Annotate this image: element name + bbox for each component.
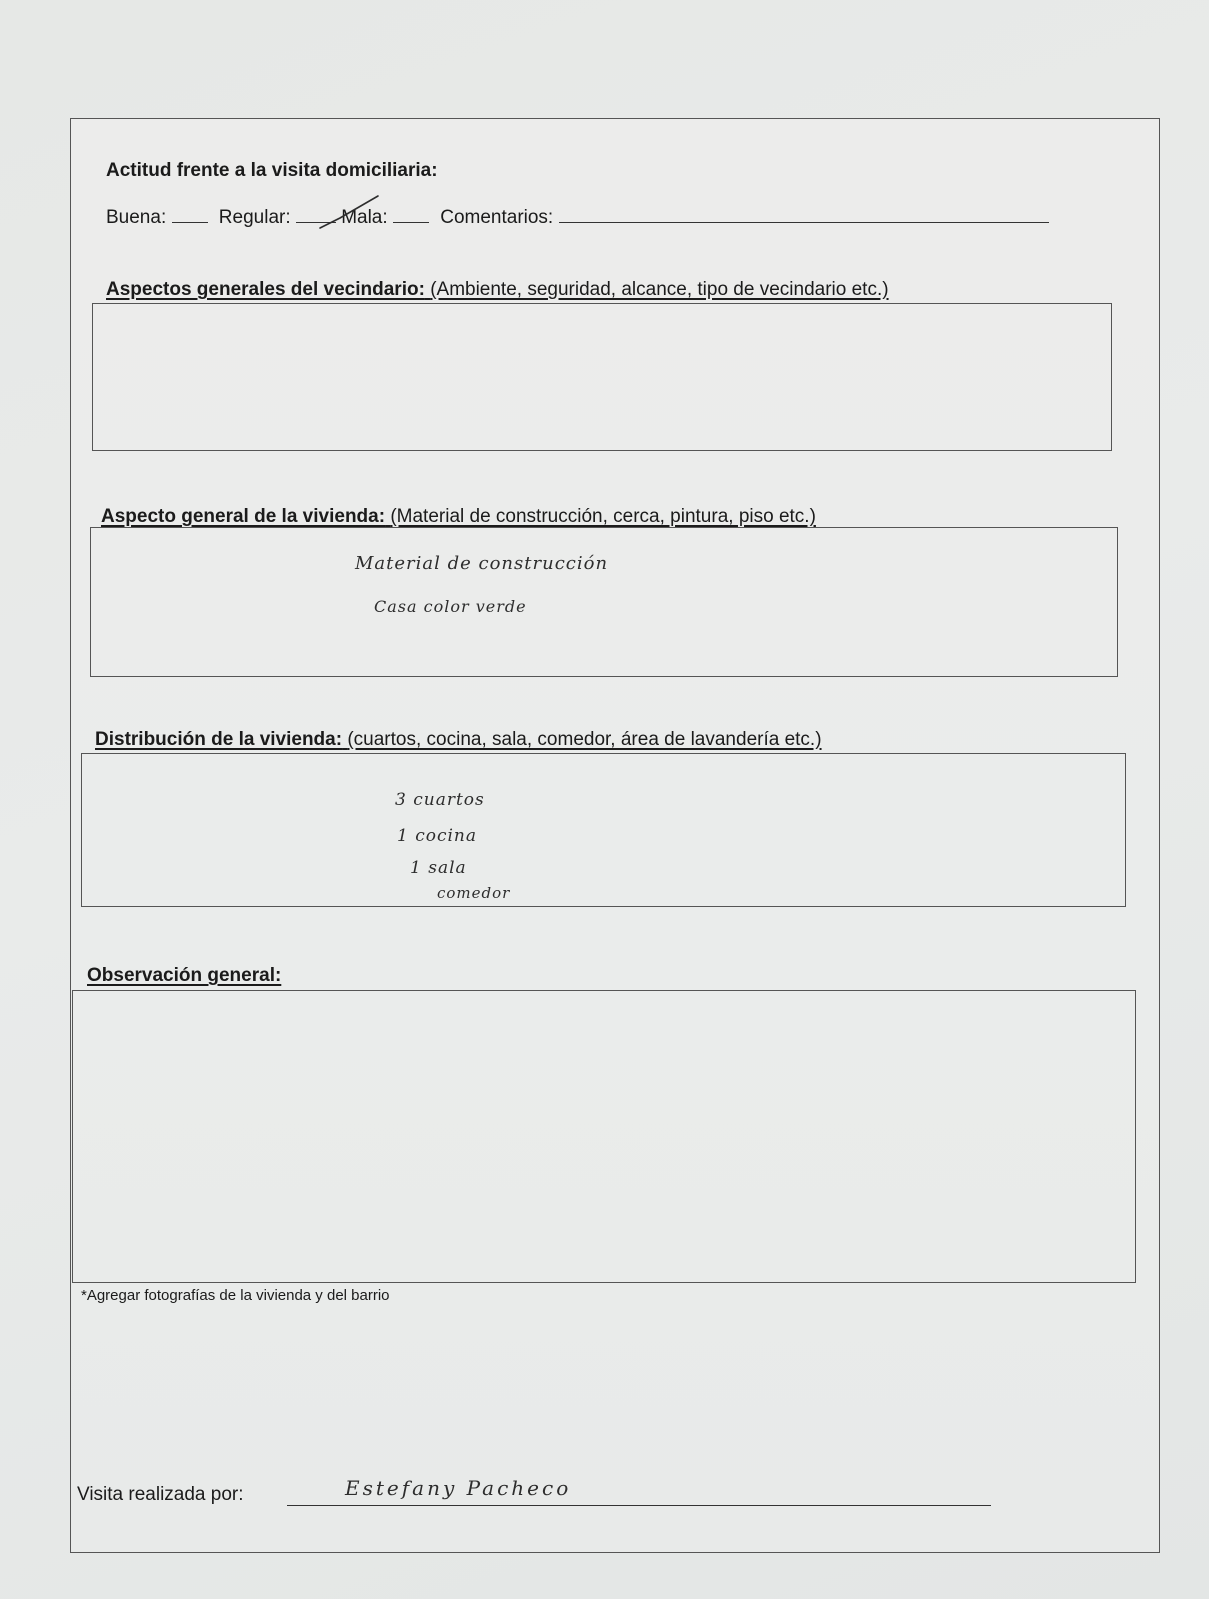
- visit-label: Visita realizada por:: [77, 1484, 244, 1505]
- distribution-handwriting-line-2: 1 cocina: [397, 826, 478, 846]
- buena-blank[interactable]: [172, 221, 208, 223]
- distribution-heading: [95, 729, 822, 751]
- regular-checkmark: [318, 192, 388, 232]
- neighborhood-title: Aspectos generales del vecindario:: [106, 279, 425, 300]
- comentarios-blank[interactable]: [559, 221, 1049, 223]
- neighborhood-box[interactable]: [92, 303, 1112, 451]
- housing-title: Aspecto general de la vivienda:: [101, 506, 386, 527]
- attitude-options-row: [106, 207, 1049, 229]
- housing-handwriting-line-1: Material de construcción: [355, 553, 609, 574]
- regular-label: Regular:: [218, 207, 291, 228]
- housing-handwriting-line-2: Casa color verde: [374, 597, 527, 616]
- distribution-title: Distribución de la vivienda:: [95, 729, 343, 750]
- visit-signature: Estefany Pacheco: [345, 1476, 572, 1500]
- neighborhood-heading: [106, 279, 889, 301]
- attitude-title: Actitud frente a la visita domiciliaria:: [106, 160, 438, 181]
- comentarios-label: Comentarios:: [440, 207, 554, 228]
- photo-footnote: *Agregar fotografías de la vivienda y del barrio: [81, 1287, 390, 1304]
- observation-box[interactable]: [72, 990, 1136, 1283]
- distribution-handwriting-line-1: 3 cuartos: [395, 790, 485, 810]
- distribution-hint: (cuartos, cocina, sala, comedor, área de lavandería etc.): [347, 729, 822, 750]
- distribution-box[interactable]: [81, 753, 1126, 907]
- distribution-handwriting-line-3: 1 sala: [410, 858, 467, 878]
- observation-title: Observación general:: [87, 965, 282, 986]
- housing-box[interactable]: [90, 527, 1118, 677]
- distribution-handwriting-line-4: comedor: [437, 884, 511, 902]
- housing-heading: [101, 506, 816, 528]
- buena-label: Buena:: [106, 207, 167, 228]
- mala-label: Mala:: [341, 207, 388, 228]
- mala-blank[interactable]: [393, 221, 429, 223]
- neighborhood-hint: (Ambiente, seguridad, alcance, tipo de vecindario etc.): [430, 279, 889, 300]
- housing-hint: (Material de construcción, cerca, pintura, piso etc.): [390, 506, 816, 527]
- visit-signature-line[interactable]: [287, 1505, 991, 1506]
